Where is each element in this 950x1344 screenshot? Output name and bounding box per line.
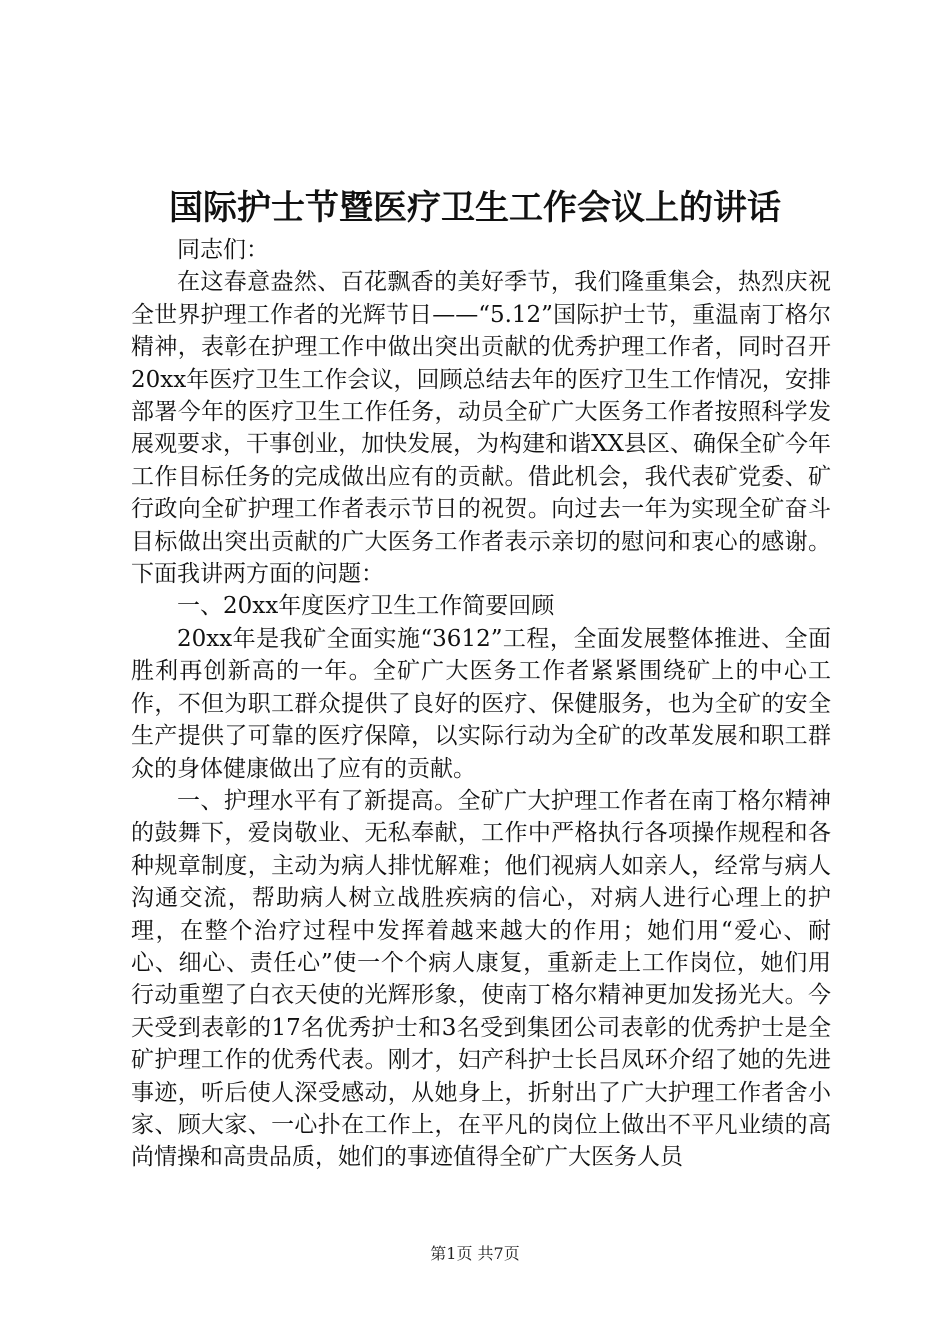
page-number-footer: 第1页 共7页 bbox=[430, 1244, 520, 1263]
nursing-paragraph: 一、护理水平有了新提高。全矿广大护理工作者在南丁格尔精神的鼓舞下，爱岗敬业、无私奉献，工作中严格执行各项操作规程和各种规章制度，主动为病人排忧解难；他们视病人如亲人，经常与病人沟通交流，帮助病人树立战胜疾病的信心，对病人进行心理上的护理，在整个治疗过程中发挥着越来越大的作用；她们用“爱心、耐心、细心、责任心”使一个个病人康复，重新走上工作岗位，她们用行动重塑了白衣天使的光辉形象，使南丁格尔精神更加发扬光大。今天受到表彰的17名优秀护士和3名受到集团公司表彰的优秀护士是全矿护理工作的优秀代表。刚才，妇产科护士长吕凤环介绍了她的先进事迹，听后使人深受感动，从她身上，折射出了广大护理工作者舍小家、顾大家、一心扑在工作上，在平凡的岗位上做出不平凡业绩的高尚情操和高贵品质，她们的事迹值得全矿广大医务人员 bbox=[131, 787, 831, 1171]
review-paragraph: 20xx年是我矿全面实施“3612”工程，全面发展整体推进、全面胜利再创新高的一年。全矿广大医务工作者紧紧围绕矿上的中心工作，不但为职工群众提供了良好的医疗、保健服务，也为全矿的安全生产提供了可靠的医疗保障，以实际行动为全矿的改革发展和职工群众的身体健康做出了应有的贡献。 bbox=[131, 625, 831, 782]
document-title: 国际护士节暨医疗卫生工作会议上的讲话 bbox=[169, 188, 781, 228]
document-body bbox=[131, 234, 831, 1174]
section-heading: 一、20xx年度医疗卫生工作简要回顾 bbox=[177, 593, 555, 620]
opening-paragraph: 在这春意盎然、百花飘香的美好季节，我们隆重集会，热烈庆祝全世界护理工作者的光辉节日——“5.12”国际护士节，重温南丁格尔精神，表彰在护理工作中做出突出贡献的优秀护理工作者，同时召开20xx年医疗卫生工作会议，回顾总结去年的医疗卫生工作情况，安排部署今年的医疗卫生工作任务，动员全矿广大医务工作者按照科学发展观要求，干事创业，加快发展，为构建和谐XX县区、确保全矿今年工作目标任务的完成做出应有的贡献。借此机会，我代表矿党委、矿行政向全矿护理工作者表示节日的祝贺。向过去一年为实现全矿奋斗目标做出突出贡献的广大医务工作者表示亲切的慰问和衷心的感谢。下面我讲两方面的问题： bbox=[131, 269, 831, 588]
salutation-paragraph: 同志们： bbox=[177, 237, 269, 263]
